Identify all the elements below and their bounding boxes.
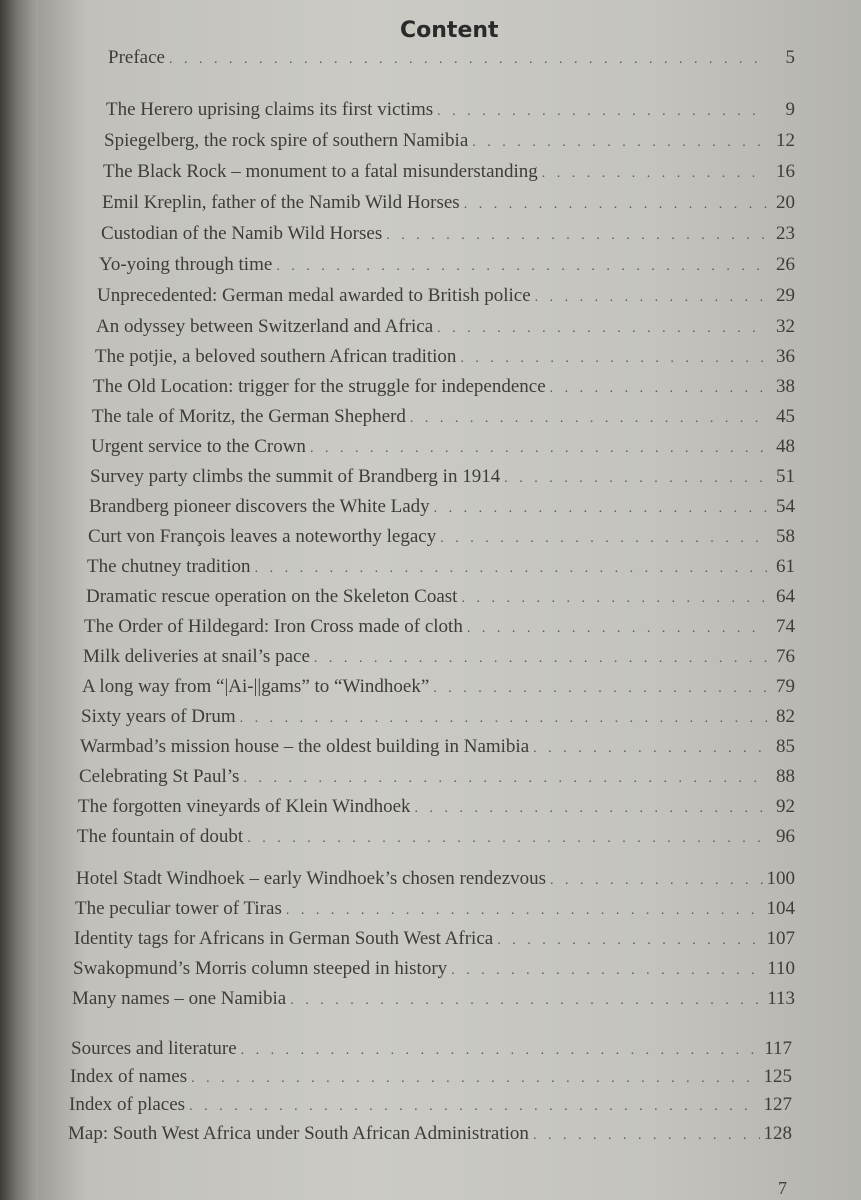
toc-entry-page: 36 [776,346,795,367]
dot-leader [314,646,767,672]
dot-leader [243,766,767,792]
toc-entry-title: Index of names [70,1066,188,1087]
toc-entry-title: Sources and literature [71,1038,237,1059]
dot-leader [286,898,763,924]
toc-entry-title: Curt von François leaves a noteworthy legacy [88,526,437,547]
toc-entry-page: 117 [764,1038,792,1059]
toc-entry-title: An odyssey between Switzerland and Africa [96,316,434,337]
toc-entry-page: 96 [776,826,795,847]
toc-entry-title: The peculiar tower of Tiras [75,898,282,919]
toc-entry-title: Map: South West Africa under South African Administration [68,1123,529,1144]
toc-entry [79,764,795,790]
toc-entry-page: 110 [767,958,795,979]
toc-entry [84,614,795,640]
toc-entry [93,374,795,400]
toc-entry-title: Sixty years of Drum [81,706,236,727]
toc-entry-page: 82 [776,706,795,727]
toc-entry-title: Emil Kreplin, father of the Namib Wild Horses [102,192,460,213]
toc-entry [86,584,795,610]
toc-entry-title: Spiegelberg, the rock spire of southern Namibia [104,130,469,151]
toc-entry-title: The Order of Hildegard: Iron Cross made of cloth [84,616,463,637]
toc-entry [95,344,795,370]
dot-leader [241,1038,761,1064]
toc-entry [77,824,795,850]
toc-entry [82,674,795,700]
toc-entry-page: 48 [776,436,795,457]
toc-entry [103,159,795,185]
toc-entry-title: Identity tags for Africans in German South West Africa [74,928,494,949]
toc-entry [69,1092,792,1118]
toc-entry-page: 20 [776,192,795,213]
toc-entry-title: Warmbad’s mission house – the oldest building in Namibia [80,736,530,757]
toc-entry-title: Custodian of the Namib Wild Horses [101,223,383,244]
toc-entry [102,190,795,216]
toc-entry-page: 45 [776,406,795,427]
dot-leader [460,346,767,372]
toc-entry-page: 107 [766,928,795,949]
toc-entry-page: 9 [785,99,795,120]
dot-leader [189,1094,759,1120]
toc-entry-page: 61 [776,556,795,577]
toc-entry [89,494,795,520]
toc-entry-title: Survey party climbs the summit of Brandberg in 1914 [90,466,501,487]
dot-leader [434,496,767,522]
dot-leader [533,736,767,762]
toc-entry [76,866,795,892]
toc-entry-title: Unprecedented: German medal awarded to British police [97,285,531,306]
toc-entry-title: Preface [108,47,165,68]
toc-entry-page: 113 [767,988,795,1009]
toc-entry-page: 92 [776,796,795,817]
page-title: Content [400,18,499,43]
dot-leader [497,928,762,954]
dot-leader [310,436,767,462]
toc-entry [81,704,795,730]
toc-entry [75,896,795,922]
dot-leader [535,285,767,311]
dot-leader [255,556,767,582]
toc-entry-page: 16 [776,161,795,182]
toc-entry-title: Many names – one Namibia [72,988,287,1009]
toc-entry-title: Yo-yoing through time [99,254,273,275]
toc-entry-title: The tale of Moritz, the German Shepherd [92,406,406,427]
dot-leader [290,988,763,1014]
toc-entry-page: 128 [763,1123,792,1144]
toc-entry-title: Milk deliveries at snail’s pace [83,646,310,667]
toc-entry [108,45,795,71]
toc-entry-page: 74 [776,616,795,637]
dot-leader [467,616,767,642]
toc-entry [73,956,795,982]
toc-entry [88,524,795,550]
toc-entry-page: 12 [776,130,795,151]
toc-entry [106,97,795,123]
toc-entry-page: 58 [776,526,795,547]
toc-entry-page: 127 [763,1094,792,1115]
toc-entry [91,434,795,460]
dot-leader [415,796,767,822]
toc-entry [97,283,795,309]
dot-leader [191,1066,759,1092]
dot-leader [386,223,767,249]
dot-leader [410,406,767,432]
toc-entry-page: 76 [776,646,795,667]
toc-entry-title: Brandberg pioneer discovers the White Lady [89,496,430,517]
toc-entry-page: 64 [776,586,795,607]
toc-entry-title: The potjie, a beloved southern African tradition [95,346,457,367]
dot-leader [461,586,767,612]
toc-entry [87,554,795,580]
dot-leader [433,676,767,702]
dot-leader [247,826,767,852]
dot-leader [542,161,767,187]
toc-entry [83,644,795,670]
toc-entry [68,1121,792,1147]
toc-entry-title: Hotel Stadt Windhoek – early Windhoek’s chosen rendezvous [76,868,547,889]
dot-leader [440,526,767,552]
toc-entry [96,314,795,340]
toc-entry-page: 51 [776,466,795,487]
toc-entry-title: The Old Location: trigger for the struggle for independence [93,376,546,397]
toc-entry-page: 125 [763,1066,792,1087]
toc-entry-title: Index of places [69,1094,186,1115]
dot-leader [437,99,767,125]
toc-entry-title: The Herero uprising claims its first victims [106,99,434,120]
toc-entry [80,734,795,760]
toc-entry [71,1036,792,1062]
toc-entry [104,128,795,154]
toc-entry-title: The chutney tradition [87,556,251,577]
dot-leader [464,192,767,218]
toc-entry [78,794,795,820]
toc-entry-title: Dramatic rescue operation on the Skeleton Coast [86,586,458,607]
dot-leader [504,466,767,492]
toc-entry-page: 54 [776,496,795,517]
toc-entry [92,404,795,430]
dot-leader [276,254,767,280]
dot-leader [437,316,767,342]
toc-entry-page: 26 [776,254,795,275]
page-number: 7 [778,1178,787,1198]
toc-entry-title: Swakopmund’s Morris column steeped in history [73,958,448,979]
toc-entry-page: 104 [766,898,795,919]
toc-entry-page: 38 [776,376,795,397]
toc-entry [99,252,795,278]
toc-entry-title: Celebrating St Paul’s [79,766,240,787]
toc-entry-page: 79 [776,676,795,697]
toc-entry-title: A long way from “|Ai-||gams” to “Windhoek” [82,676,430,697]
dot-leader [550,868,762,894]
dot-leader [451,958,763,984]
dot-leader [240,706,767,732]
toc-entry [74,926,795,952]
toc-entry-page: 32 [776,316,795,337]
dot-leader [550,376,767,402]
dot-leader [533,1123,760,1149]
dot-leader [472,130,767,156]
toc-entry-title: The forgotten vineyards of Klein Windhoek [78,796,411,817]
toc-entry-title: The Black Rock – monument to a fatal misunderstanding [103,161,538,182]
toc-entry-page: 29 [776,285,795,306]
toc-entry-page: 85 [776,736,795,757]
toc-entry [101,221,795,247]
toc-entry [90,464,795,490]
toc-entry-page: 88 [776,766,795,787]
toc-entry-page: 5 [785,47,795,68]
toc-entry-page: 23 [776,223,795,244]
dot-leader [169,47,767,73]
toc-entry [70,1064,792,1090]
toc-entry-page: 100 [766,868,795,889]
toc-entry-title: The fountain of doubt [77,826,244,847]
toc-entry-title: Urgent service to the Crown [91,436,306,457]
toc-entry [72,986,795,1012]
